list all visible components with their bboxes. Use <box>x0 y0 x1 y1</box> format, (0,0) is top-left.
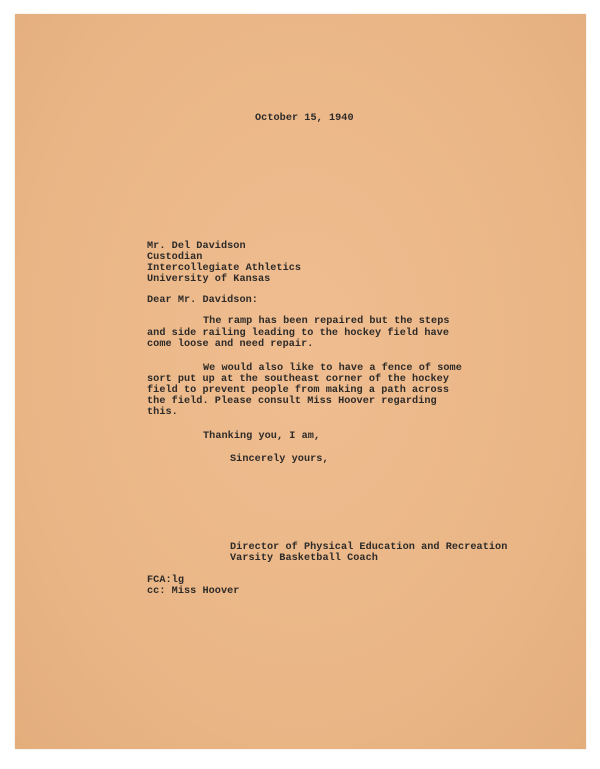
body-line: come loose and need repair. <box>147 339 314 350</box>
signature-title-line: Director of Physical Education and Recreation <box>230 542 508 553</box>
closing-thanks: Thanking you, I am, <box>203 431 321 442</box>
signature-title-line: Varsity Basketball Coach <box>230 553 378 564</box>
recipient-line: Mr. Del Davidson <box>147 241 246 252</box>
body-line: the field. Please consult Miss Hoover regarding <box>147 396 437 407</box>
salutation: Dear Mr. Davidson: <box>147 295 258 306</box>
recipient-line: University of Kansas <box>147 274 271 285</box>
body-line: The ramp has been repaired but the steps <box>203 316 450 327</box>
carbon-copy: cc: Miss Hoover <box>147 586 240 597</box>
typist-initials: FCA:lg <box>147 575 184 586</box>
closing: Sincerely yours, <box>230 454 329 465</box>
body-line: sort put up at the southeast corner of the hockey <box>147 374 450 385</box>
body-line: this. <box>147 407 178 418</box>
body-line: field to prevent people from making a path across <box>147 385 450 396</box>
body-line: We would also like to have a fence of some <box>203 363 462 374</box>
recipient-line: Intercollegiate Athletics <box>147 263 302 274</box>
recipient-line: Custodian <box>147 252 203 263</box>
letter-date: October 15, 1940 <box>255 113 354 124</box>
letter-page <box>15 14 586 749</box>
body-line: and side railing leading to the hockey field have <box>147 328 450 339</box>
